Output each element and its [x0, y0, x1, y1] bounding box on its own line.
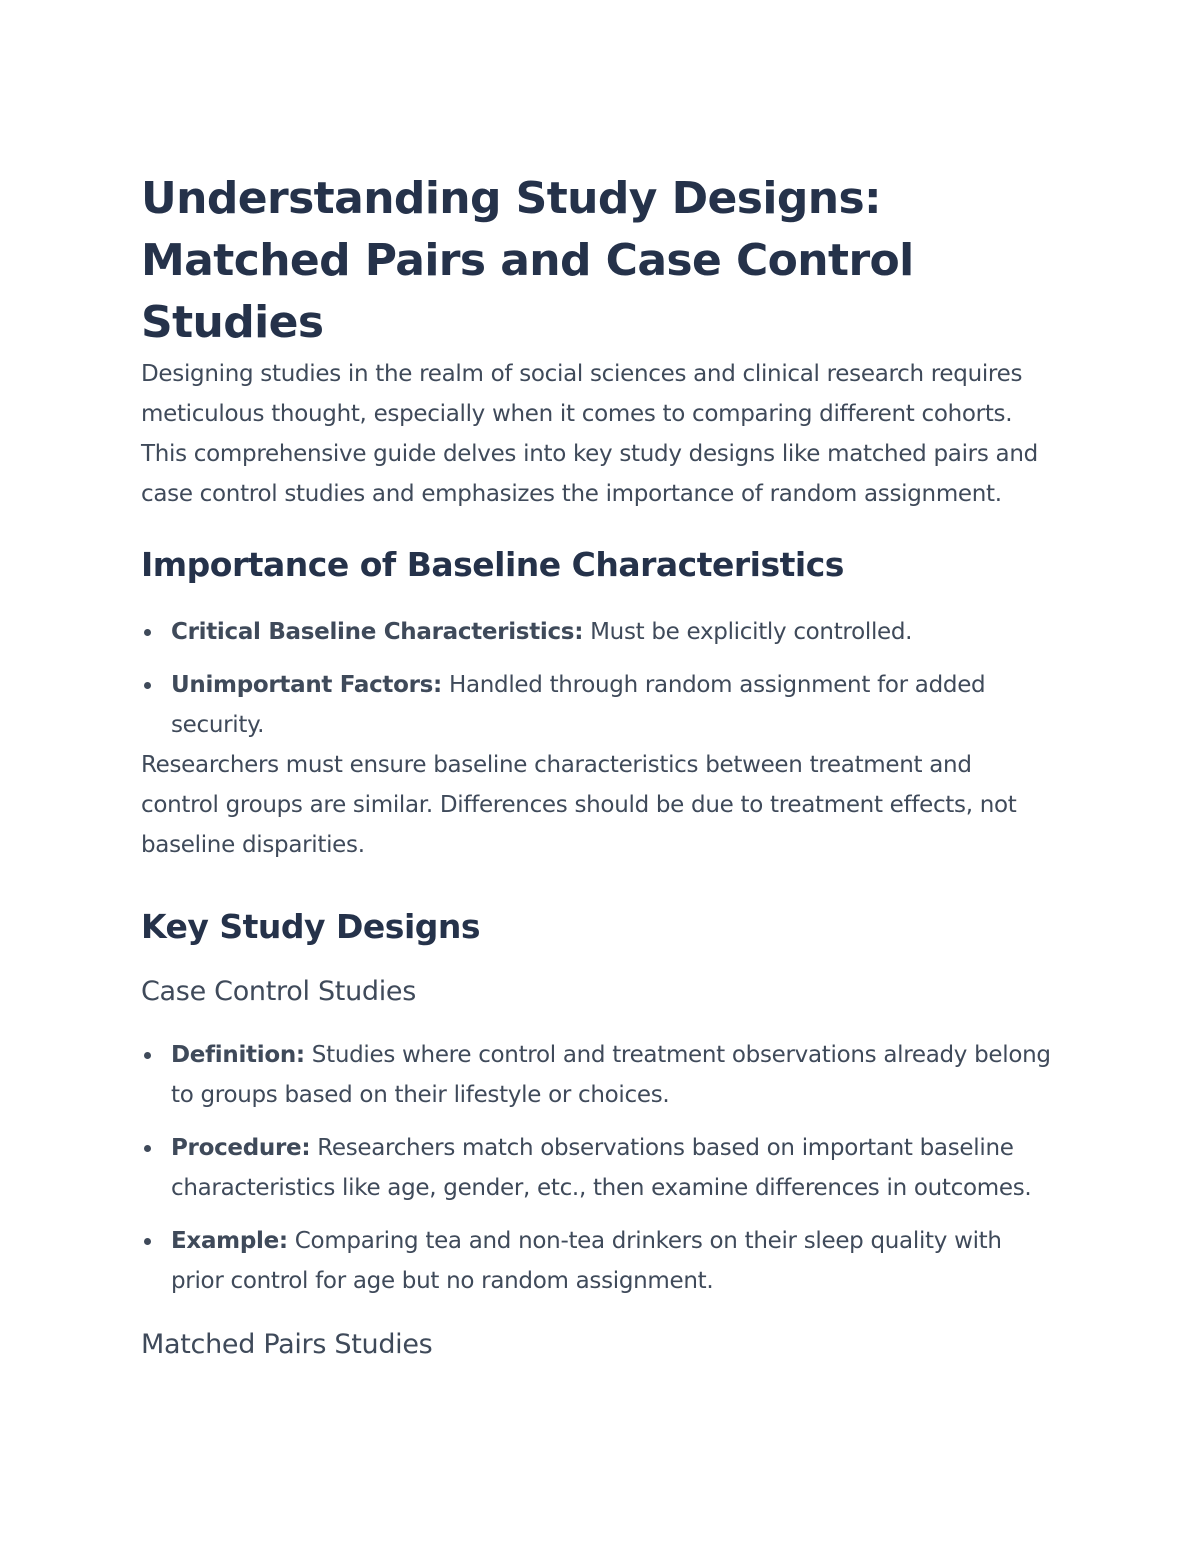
list-item-term: Procedure: [171, 1135, 311, 1161]
bullet-icon [144, 1052, 151, 1059]
bullet-icon [144, 1145, 151, 1152]
page-title: Understanding Study Designs: Matched Pairs and Case Control Studies [141, 173, 914, 348]
case-control-list [141, 1035, 1056, 1301]
list-item-text: Handled through random assignment for added security. [171, 672, 986, 738]
list-item [141, 1128, 1056, 1208]
list-item-term: Unimportant Factors: [171, 672, 442, 698]
list-item [141, 612, 1056, 652]
baseline-paragraph: Researchers must ensure baseline characteristics between treatment and control groups are similar. Differences should be due to treatment effects, not baseline disparities. [141, 752, 1017, 858]
list-item-text: Comparing tea and non-tea drinkers on their sleep quality with prior control for age but no random assignment. [171, 1228, 1002, 1294]
list-item [141, 1221, 1056, 1301]
list-item-term: Example: [171, 1228, 288, 1254]
list-item-text: Must be explicitly controlled. [583, 619, 913, 645]
intro-paragraph: Designing studies in the realm of social sciences and clinical research requires meticulous thought, especially when it comes to comparing different cohorts. This comprehensive guide delves into key study designs like matched pairs and case control studies and emphasizes the importance of random assignment. [141, 361, 1038, 507]
list-item-text: Researchers match observations based on important baseline characteristics like age, gender, etc., then examine differences in outcomes. [171, 1135, 1032, 1201]
list-item-text: Studies where control and treatment observations already belong to groups based on their lifestyle or choices. [171, 1042, 1051, 1108]
baseline-list [141, 612, 1056, 745]
key-designs-heading: Key Study Designs [141, 907, 481, 946]
article [141, 168, 1056, 1364]
bullet-icon [144, 1238, 151, 1245]
matched-pairs-heading: Matched Pairs Studies [141, 1329, 433, 1360]
bullet-icon [144, 629, 151, 636]
case-control-heading: Case Control Studies [141, 976, 416, 1007]
list-item-term: Definition: [171, 1042, 305, 1068]
list-item [141, 665, 1056, 745]
list-item [141, 1035, 1056, 1115]
bullet-icon [144, 682, 151, 689]
list-item-term: Critical Baseline Characteristics: [171, 619, 584, 645]
baseline-section-heading: Importance of Baseline Characteristics [141, 545, 844, 584]
